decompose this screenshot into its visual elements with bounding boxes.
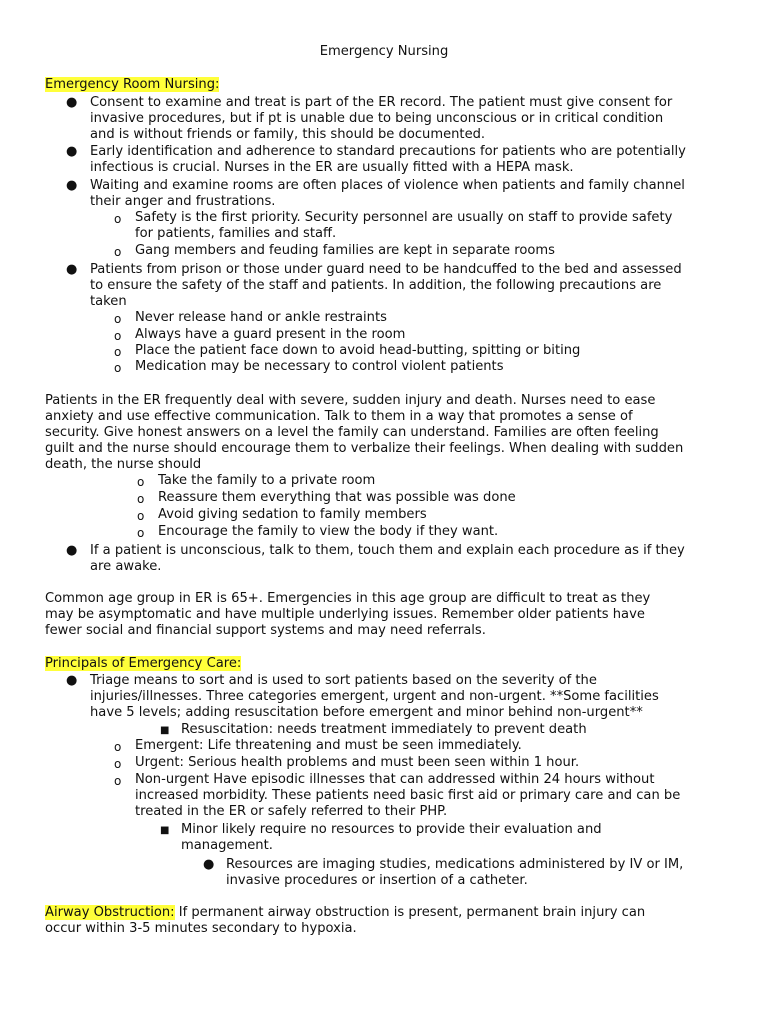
unconscious-bullet-line-1: If a patient is unconscious, talk to them, touch them and explain each procedure as if they (90, 543, 685, 558)
sudden-death-para-line-5: death, the nurse should (45, 457, 202, 472)
family-care-item: Reassure them everything that was possible was done (158, 490, 516, 505)
section-heading-principals: Principals of Emergency Care: (45, 656, 242, 671)
age-group-para-line-1: Common age group in ER is 65+. Emergencies in this age group are difficult to treat as they (45, 591, 651, 606)
triage-emergent: Emergent: Life threatening and must be seen immediately. (135, 738, 522, 753)
sub-bullet-marker: o (114, 329, 122, 343)
triage-nonurgent-line-2: increased morbidity. These patients need basic first aid or primary care and can be (135, 788, 681, 803)
precaution-item: Never release hand or ankle restraints (135, 310, 387, 325)
triage-line-2: injuries/illnesses. Three categories emergent, urgent and non-urgent. **Some facilities (90, 689, 659, 704)
er-bullet-3-line-1: Waiting and examine rooms are often places of violence when patients and family channel (90, 178, 685, 193)
age-group-para-line-2: may be asymptomatic and have multiple underlying issues. Remember older patients have (45, 607, 645, 622)
sudden-death-para-line-4: guilt and the nurse should encourage them to verbalize their feelings. When dealing with sudden (45, 441, 684, 456)
precaution-item: Place the patient face down to avoid head-butting, spitting or biting (135, 343, 581, 358)
er-bullet-2-line-1: Early identification and adherence to standard precautions for patients who are potentially (90, 144, 686, 159)
sub-bullet-marker: o (137, 475, 145, 489)
er-bullet-4-line-3: taken (90, 294, 127, 309)
er-bullet-2-line-2: infectious is crucial. Nurses in the ER are usually fitted with a HEPA mask. (90, 160, 574, 175)
sub-bullet-marker: o (114, 361, 122, 375)
bullet-marker: ● (66, 673, 78, 688)
er-sub-safety-line-2: for patients, families and staff. (135, 226, 337, 241)
er-bullet-1-line-2: invasive procedures, but if pt is unable due to being unconscious or in critical condition (90, 111, 664, 126)
sub-bullet-marker: o (114, 312, 122, 326)
document-title: Emergency Nursing (319, 44, 449, 59)
triage-nonurgent-line-3: treated in the ER or safely referred to their PHP. (135, 804, 448, 819)
triage-nonurgent-line-1: Non-urgent Have episodic illnesses that can addressed within 24 hours without (135, 772, 655, 787)
square-bullet-marker: ■ (160, 725, 170, 736)
triage-urgent: Urgent: Serious health problems and must been seen within 1 hour. (135, 755, 580, 770)
age-group-para-line-3: fewer social and financial support systems and may need referrals. (45, 623, 486, 638)
precaution-item: Always have a guard present in the room (135, 327, 406, 342)
bullet-marker: ● (66, 178, 78, 193)
airway-line-1 (45, 905, 645, 921)
sub-bullet-marker: o (137, 492, 145, 506)
er-bullet-1-line-1: Consent to examine and treat is part of the ER record. The patient must give consent for (90, 95, 673, 110)
family-care-item: Take the family to a private room (158, 473, 376, 488)
family-care-item: Avoid giving sedation to family members (158, 507, 427, 522)
bullet-marker: ● (66, 262, 78, 277)
sudden-death-para-line-3: security. Give honest answers on a level the family can understand. Families are often feeling (45, 425, 659, 440)
sub-bullet-marker: o (114, 757, 122, 771)
er-bullet-4-line-2: to ensure the safety of the staff and patients. In addition, the following precautions are (90, 278, 662, 293)
sudden-death-para-line-2: anxiety and use effective communication. Talk to them in a way that promotes a sense of (45, 409, 633, 424)
triage-resources-line-1: Resources are imaging studies, medications administered by IV or IM, (226, 857, 684, 872)
section-heading-airway: Airway Obstruction: (45, 905, 175, 920)
er-sub-gang: Gang members and feuding families are kept in separate rooms (135, 243, 555, 258)
sub-bullet-marker: o (114, 345, 122, 359)
sub-bullet-marker: o (114, 774, 122, 788)
er-bullet-4-line-1: Patients from prison or those under guard need to be handcuffed to the bed and assessed (90, 262, 682, 277)
sub-bullet-marker: o (137, 526, 145, 540)
bullet-marker: ● (66, 144, 78, 159)
precaution-item: Medication may be necessary to control violent patients (135, 359, 504, 374)
er-bullet-3-line-2: their anger and frustrations. (90, 194, 276, 209)
triage-line-1: Triage means to sort and is used to sort patients based on the severity of the (90, 673, 597, 688)
er-bullet-1-line-3: and is without friends or family, this should be documented. (90, 127, 486, 142)
unconscious-bullet-line-2: are awake. (90, 559, 162, 574)
square-bullet-marker: ■ (160, 825, 170, 836)
bullet-marker: ● (203, 857, 215, 872)
airway-text: If permanent airway obstruction is present, permanent brain injury can (174, 905, 646, 920)
airway-line-2: occur within 3-5 minutes secondary to hypoxia. (45, 921, 357, 936)
sudden-death-para-line-1: Patients in the ER frequently deal with severe, sudden injury and death. Nurses need to ease (45, 393, 656, 408)
triage-minor-line-1: Minor likely require no resources to provide their evaluation and (181, 822, 602, 837)
sub-bullet-marker: o (114, 245, 122, 259)
er-sub-safety-line-1: Safety is the first priority. Security personnel are usually on staff to provide safety (135, 210, 673, 225)
sub-bullet-marker: o (114, 740, 122, 754)
triage-line-3: have 5 levels; adding resuscitation before emergent and minor behind non-urgent** (90, 705, 643, 720)
family-care-item: Encourage the family to view the body if they want. (158, 524, 499, 539)
triage-resources-line-2: invasive procedures or insertion of a catheter. (226, 873, 528, 888)
bullet-marker: ● (66, 543, 78, 558)
sub-bullet-marker: o (114, 212, 122, 226)
triage-minor-line-2: management. (181, 838, 273, 853)
bullet-marker: ● (66, 95, 78, 110)
sub-bullet-marker: o (137, 509, 145, 523)
triage-resuscitation: Resuscitation: needs treatment immediately to prevent death (181, 722, 587, 737)
section-heading-er-nursing: Emergency Room Nursing: (45, 77, 220, 92)
